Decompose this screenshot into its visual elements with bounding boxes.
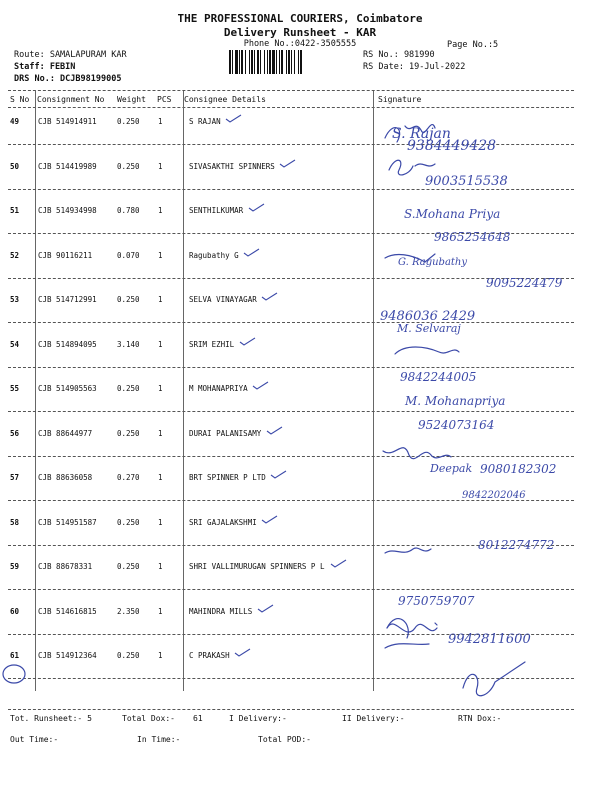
row-consignee: DURAI PALANISAMY (189, 429, 262, 438)
row-consignment-no: CJB 88678331 (38, 562, 93, 571)
col-header-consignee: Consignee Details (184, 95, 266, 104)
check-mark-icon (225, 114, 243, 124)
row-pcs: 1 (158, 295, 163, 304)
rs-number: RS No.: 981990 (363, 50, 435, 60)
row-weight: 0.070 (117, 251, 140, 260)
total-dox-value: 61 (193, 714, 203, 723)
row-consignee: SHRI VALLIMURUGAN SPINNERS P L (189, 562, 325, 571)
row-consignment-no: CJB 90116211 (38, 251, 93, 260)
row-consignee: SIVASAKTHI SPINNERS (189, 162, 275, 171)
check-mark-icon (266, 426, 284, 436)
barcode (229, 50, 348, 74)
row-sno: 54 (10, 340, 20, 349)
out-time: Out Time:- (10, 735, 59, 744)
row-consignment-no: CJB 514419989 (38, 162, 97, 171)
check-mark-icon (234, 648, 252, 658)
col-header-consignment: Consignment No (37, 95, 105, 104)
row-sno: 60 (10, 607, 20, 616)
signature-stroke (463, 662, 525, 696)
row-consignee: BRT SPINNER P LTD (189, 473, 266, 482)
row-sno: 61 (10, 651, 20, 660)
row-sno: 57 (10, 473, 20, 482)
check-mark-icon (252, 381, 270, 391)
check-mark-icon (330, 559, 348, 569)
row-consignment-no: CJB 514905563 (38, 384, 97, 393)
row-weight: 0.250 (117, 384, 140, 393)
handwritten-phone: 8012274772 (478, 538, 555, 552)
row-pcs: 1 (158, 607, 163, 616)
ii-delivery: II Delivery:- (342, 714, 405, 723)
col-header-pcs: PCS (157, 95, 172, 104)
row-sno: 59 (10, 562, 20, 571)
handwritten-phone: 9750759707 (398, 594, 475, 608)
row-sno: 58 (10, 518, 20, 527)
tot-runsheet: Tot. Runsheet:- 5 (10, 714, 92, 723)
table-top-rule (8, 90, 574, 91)
row-weight: 0.250 (117, 651, 140, 660)
column-divider (35, 91, 36, 691)
check-mark-icon (248, 203, 266, 213)
check-mark-icon (239, 337, 257, 347)
row-consignee: S RAJAN (189, 117, 221, 126)
row-consignee: MAHINDRA MILLS (189, 607, 253, 616)
row-consignment-no: CJB 88636058 (38, 473, 93, 482)
row-weight: 0.250 (117, 429, 140, 438)
row-consignment-no: CJB 514616815 (38, 607, 97, 616)
row-consignee: SRIM EZHIL (189, 340, 235, 349)
circle-mark (0, 662, 30, 686)
row-consignee: SELVA VINAYAGAR (189, 295, 257, 304)
row-sno: 53 (10, 295, 20, 304)
total-dox-label: Total Dox:- (122, 714, 175, 723)
signature-stroke (395, 347, 459, 354)
barcode-bar (300, 50, 302, 74)
signature-stroke (383, 448, 451, 459)
handwritten-name: S. Rajan (392, 126, 451, 142)
page-number: Page No.:5 (447, 40, 499, 50)
document-subtitle: Delivery Runsheet - KAR (223, 26, 377, 39)
row-weight: 0.780 (117, 206, 140, 215)
row-weight: 0.250 (117, 162, 140, 171)
row-weight: 2.350 (117, 607, 140, 616)
handwritten-name: M. Mohanapriya (405, 394, 506, 408)
row-consignment-no: CJB 514934998 (38, 206, 97, 215)
signature-stroke (385, 644, 429, 648)
signature-stroke (389, 160, 435, 175)
handwritten-phone: 9842244005 (400, 370, 477, 384)
handwritten-name: G. Ragubathy (398, 257, 468, 268)
row-pcs: 1 (158, 562, 163, 571)
row-weight: 3.140 (117, 340, 140, 349)
row-weight: 0.250 (117, 117, 140, 126)
row-consignment-no: CJB 514951587 (38, 518, 97, 527)
handwritten-phone: 9524073164 (418, 418, 495, 432)
check-mark-icon (261, 515, 279, 525)
row-weight: 0.270 (117, 473, 140, 482)
handwritten-phone: 9003515538 (425, 174, 508, 189)
document-title: THE PROFESSIONAL COURIERS, Coimbatore (177, 12, 423, 25)
row-consignee: Ragubathy G (189, 251, 239, 260)
row-sno: 50 (10, 162, 20, 171)
row-weight: 0.250 (117, 518, 140, 527)
row-consignee: SRI GAJALAKSHMI (189, 518, 257, 527)
row-consignment-no: CJB 88644977 (38, 429, 93, 438)
in-time: In Time:- (137, 735, 181, 744)
check-mark-icon (257, 604, 275, 614)
route: Route: SAMALAPURAM KAR (14, 50, 127, 60)
handwritten-name: Deepak (430, 462, 473, 475)
row-consignment-no: CJB 514894095 (38, 340, 97, 349)
signature-stroke (385, 548, 431, 553)
row-pcs: 1 (158, 518, 163, 527)
signature-stroke (387, 624, 437, 632)
rtn-dox: RTN Dox:- (458, 714, 502, 723)
handwritten-phone: 9865254648 (434, 230, 511, 244)
col-header-sno: S No (10, 95, 30, 104)
row-sno: 49 (10, 117, 20, 126)
handwritten-name: S.Mohana Priya (404, 207, 501, 221)
handwritten-phone: 9384449428 (407, 138, 497, 154)
row-pcs: 1 (158, 162, 163, 171)
row-pcs: 1 (158, 206, 163, 215)
check-mark-icon (243, 248, 261, 258)
check-mark-icon (270, 470, 288, 480)
row-sno: 51 (10, 206, 20, 215)
column-divider (183, 91, 184, 691)
row-sno: 56 (10, 429, 20, 438)
row-consignment-no: CJB 514712991 (38, 295, 97, 304)
row-pcs: 1 (158, 384, 163, 393)
handwritten-name: M. Selvaraj (397, 322, 461, 335)
column-divider (373, 91, 374, 691)
check-mark-icon (261, 292, 279, 302)
row-weight: 0.250 (117, 562, 140, 571)
check-mark-icon (279, 159, 297, 169)
handwritten-phone: 9942811600 (448, 632, 531, 647)
row-pcs: 1 (158, 117, 163, 126)
row-consignment-no: CJB 514912364 (38, 651, 97, 660)
row-pcs: 1 (158, 473, 163, 482)
signature-stroke (387, 619, 437, 638)
handwritten-phone: 9080182302 (480, 462, 557, 476)
i-delivery: I Delivery:- (229, 714, 287, 723)
row-pcs: 1 (158, 429, 163, 438)
col-header-signature: Signature (378, 95, 422, 104)
row-pcs: 1 (158, 340, 163, 349)
handwritten-phone: 9486036 2429 (380, 309, 476, 324)
drs-number: DRS No.: DCJB98199005 (14, 74, 122, 84)
row-pcs: 1 (158, 251, 163, 260)
footer-rule (8, 709, 574, 710)
phone-number: Phone No.:0422-3505555 (243, 39, 357, 49)
row-pcs: 1 (158, 651, 163, 660)
row-consignee: M MOHANAPRIYA (189, 384, 248, 393)
handwritten-phone: 9842202046 (462, 490, 526, 501)
total-pod: Total POD:- (258, 735, 311, 744)
col-header-weight: Weight (117, 95, 146, 104)
rs-date: RS Date: 19-Jul-2022 (363, 62, 466, 72)
handwritten-phone: 9095224479 (486, 276, 563, 290)
row-sno: 52 (10, 251, 20, 260)
row-consignment-no: CJB 514914911 (38, 117, 97, 126)
staff: Staff: FEBIN (14, 62, 76, 72)
row-consignee: SENTHILKUMAR (189, 206, 244, 215)
row-weight: 0.250 (117, 295, 140, 304)
row-consignee: C PRAKASH (189, 651, 230, 660)
row-sno: 55 (10, 384, 20, 393)
